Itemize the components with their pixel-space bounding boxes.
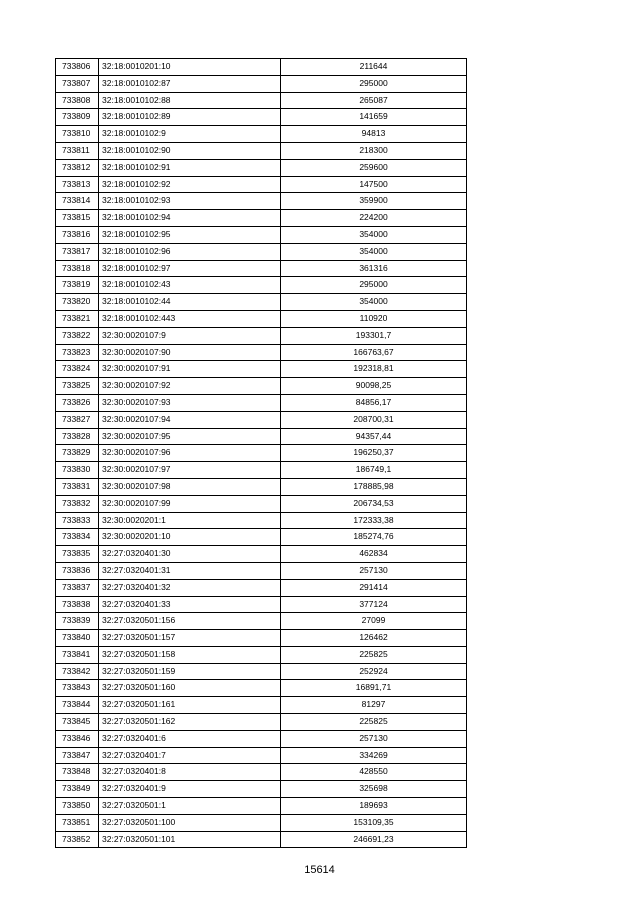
cadastral-number-cell: 32:18:0010102:91 bbox=[99, 159, 281, 176]
value-cell: 193301,7 bbox=[281, 327, 467, 344]
value-cell: 208700,31 bbox=[281, 411, 467, 428]
row-number-cell: 733843 bbox=[56, 680, 99, 697]
value-cell: 141659 bbox=[281, 109, 467, 126]
cadastral-number-cell: 32:27:0320501:159 bbox=[99, 663, 281, 680]
table-row bbox=[56, 730, 467, 747]
registry-table-body bbox=[56, 59, 467, 848]
value-cell: 377124 bbox=[281, 596, 467, 613]
table-row bbox=[56, 327, 467, 344]
table-row bbox=[56, 579, 467, 596]
row-number-cell: 733817 bbox=[56, 243, 99, 260]
value-cell: 178885,98 bbox=[281, 478, 467, 495]
cadastral-number-cell: 32:30:0020201:1 bbox=[99, 512, 281, 529]
value-cell: 291414 bbox=[281, 579, 467, 596]
row-number-cell: 733832 bbox=[56, 495, 99, 512]
cadastral-number-cell: 32:18:0010102:89 bbox=[99, 109, 281, 126]
row-number-cell: 733820 bbox=[56, 294, 99, 311]
cadastral-number-cell: 32:18:0010102:95 bbox=[99, 226, 281, 243]
row-number-cell: 733815 bbox=[56, 210, 99, 227]
value-cell: 295000 bbox=[281, 75, 467, 92]
page-number: 15614 bbox=[304, 864, 335, 876]
row-number-cell: 733841 bbox=[56, 646, 99, 663]
cadastral-number-cell: 32:30:0020107:97 bbox=[99, 462, 281, 479]
cadastral-number-cell: 32:27:0320501:162 bbox=[99, 714, 281, 731]
cadastral-number-cell: 32:18:0010102:90 bbox=[99, 142, 281, 159]
registry-table bbox=[55, 58, 467, 848]
table-row bbox=[56, 394, 467, 411]
cadastral-number-cell: 32:27:0320401:31 bbox=[99, 562, 281, 579]
table-row bbox=[56, 378, 467, 395]
row-number-cell: 733823 bbox=[56, 344, 99, 361]
cadastral-number-cell: 32:18:0010102:44 bbox=[99, 294, 281, 311]
row-number-cell: 733838 bbox=[56, 596, 99, 613]
row-number-cell: 733821 bbox=[56, 310, 99, 327]
row-number-cell: 733839 bbox=[56, 613, 99, 630]
value-cell: 186749,1 bbox=[281, 462, 467, 479]
cadastral-number-cell: 32:30:0020107:98 bbox=[99, 478, 281, 495]
value-cell: 225825 bbox=[281, 714, 467, 731]
cadastral-number-cell: 32:27:0320501:158 bbox=[99, 646, 281, 663]
row-number-cell: 733830 bbox=[56, 462, 99, 479]
value-cell: 246691,23 bbox=[281, 831, 467, 848]
cadastral-number-cell: 32:30:0020107:95 bbox=[99, 428, 281, 445]
cadastral-number-cell: 32:18:0010102:94 bbox=[99, 210, 281, 227]
value-cell: 147500 bbox=[281, 176, 467, 193]
row-number-cell: 733842 bbox=[56, 663, 99, 680]
table-row bbox=[56, 781, 467, 798]
value-cell: 84856,17 bbox=[281, 394, 467, 411]
table-row bbox=[56, 243, 467, 260]
row-number-cell: 733846 bbox=[56, 730, 99, 747]
cadastral-number-cell: 32:18:0010201:10 bbox=[99, 59, 281, 76]
table-row bbox=[56, 193, 467, 210]
cadastral-number-cell: 32:27:0320401:32 bbox=[99, 579, 281, 596]
cadastral-number-cell: 32:18:0010102:97 bbox=[99, 260, 281, 277]
cadastral-number-cell: 32:27:0320501:101 bbox=[99, 831, 281, 848]
value-cell: 166763,67 bbox=[281, 344, 467, 361]
cadastral-number-cell: 32:27:0320401:9 bbox=[99, 781, 281, 798]
row-number-cell: 733829 bbox=[56, 445, 99, 462]
table-row bbox=[56, 714, 467, 731]
cadastral-number-cell: 32:27:0320501:161 bbox=[99, 697, 281, 714]
cadastral-number-cell: 32:18:0010102:87 bbox=[99, 75, 281, 92]
table-row bbox=[56, 109, 467, 126]
value-cell: 354000 bbox=[281, 294, 467, 311]
table-row bbox=[56, 697, 467, 714]
row-number-cell: 733848 bbox=[56, 764, 99, 781]
row-number-cell: 733834 bbox=[56, 529, 99, 546]
table-row bbox=[56, 764, 467, 781]
row-number-cell: 733849 bbox=[56, 781, 99, 798]
row-number-cell: 733850 bbox=[56, 798, 99, 815]
row-number-cell: 733814 bbox=[56, 193, 99, 210]
cadastral-number-cell: 32:27:0320501:156 bbox=[99, 613, 281, 630]
cadastral-number-cell: 32:27:0320401:30 bbox=[99, 546, 281, 563]
row-number-cell: 733833 bbox=[56, 512, 99, 529]
row-number-cell: 733806 bbox=[56, 59, 99, 76]
table-row bbox=[56, 596, 467, 613]
table-row bbox=[56, 142, 467, 159]
row-number-cell: 733840 bbox=[56, 630, 99, 647]
row-number-cell: 733810 bbox=[56, 126, 99, 143]
table-row bbox=[56, 546, 467, 563]
value-cell: 257130 bbox=[281, 730, 467, 747]
row-number-cell: 733819 bbox=[56, 277, 99, 294]
table-row bbox=[56, 344, 467, 361]
row-number-cell: 733831 bbox=[56, 478, 99, 495]
row-number-cell: 733818 bbox=[56, 260, 99, 277]
table-row bbox=[56, 512, 467, 529]
row-number-cell: 733812 bbox=[56, 159, 99, 176]
row-number-cell: 733807 bbox=[56, 75, 99, 92]
row-number-cell: 733836 bbox=[56, 562, 99, 579]
value-cell: 259600 bbox=[281, 159, 467, 176]
cadastral-number-cell: 32:18:0010102:43 bbox=[99, 277, 281, 294]
table-row bbox=[56, 798, 467, 815]
row-number-cell: 733808 bbox=[56, 92, 99, 109]
cadastral-number-cell: 32:30:0020107:92 bbox=[99, 378, 281, 395]
value-cell: 295000 bbox=[281, 277, 467, 294]
cadastral-number-cell: 32:30:0020107:90 bbox=[99, 344, 281, 361]
value-cell: 361316 bbox=[281, 260, 467, 277]
value-cell: 224200 bbox=[281, 210, 467, 227]
row-number-cell: 733816 bbox=[56, 226, 99, 243]
table-row bbox=[56, 176, 467, 193]
table-row bbox=[56, 260, 467, 277]
row-number-cell: 733851 bbox=[56, 814, 99, 831]
value-cell: 81297 bbox=[281, 697, 467, 714]
cadastral-number-cell: 32:18:0010102:92 bbox=[99, 176, 281, 193]
cadastral-number-cell: 32:27:0320401:33 bbox=[99, 596, 281, 613]
value-cell: 428550 bbox=[281, 764, 467, 781]
table-row bbox=[56, 310, 467, 327]
value-cell: 206734,53 bbox=[281, 495, 467, 512]
table-row bbox=[56, 495, 467, 512]
cadastral-number-cell: 32:30:0020107:96 bbox=[99, 445, 281, 462]
cadastral-number-cell: 32:27:0320501:1 bbox=[99, 798, 281, 815]
table-row bbox=[56, 210, 467, 227]
cadastral-number-cell: 32:27:0320501:100 bbox=[99, 814, 281, 831]
value-cell: 185274,76 bbox=[281, 529, 467, 546]
table-row bbox=[56, 747, 467, 764]
cadastral-number-cell: 32:30:0020107:99 bbox=[99, 495, 281, 512]
cadastral-number-cell: 32:18:0010102:93 bbox=[99, 193, 281, 210]
cadastral-number-cell: 32:27:0320501:160 bbox=[99, 680, 281, 697]
row-number-cell: 733845 bbox=[56, 714, 99, 731]
cadastral-number-cell: 32:18:0010102:88 bbox=[99, 92, 281, 109]
value-cell: 225825 bbox=[281, 646, 467, 663]
row-number-cell: 733837 bbox=[56, 579, 99, 596]
cadastral-number-cell: 32:27:0320401:7 bbox=[99, 747, 281, 764]
value-cell: 359900 bbox=[281, 193, 467, 210]
table-row bbox=[56, 428, 467, 445]
table-row bbox=[56, 680, 467, 697]
row-number-cell: 733835 bbox=[56, 546, 99, 563]
table-row bbox=[56, 126, 467, 143]
row-number-cell: 733813 bbox=[56, 176, 99, 193]
table-row bbox=[56, 226, 467, 243]
value-cell: 252924 bbox=[281, 663, 467, 680]
table-row bbox=[56, 663, 467, 680]
table-row bbox=[56, 411, 467, 428]
row-number-cell: 733852 bbox=[56, 831, 99, 848]
row-number-cell: 733825 bbox=[56, 378, 99, 395]
value-cell: 265087 bbox=[281, 92, 467, 109]
value-cell: 354000 bbox=[281, 243, 467, 260]
table-row bbox=[56, 294, 467, 311]
value-cell: 94357,44 bbox=[281, 428, 467, 445]
table-row bbox=[56, 613, 467, 630]
value-cell: 325698 bbox=[281, 781, 467, 798]
value-cell: 257130 bbox=[281, 562, 467, 579]
table-row bbox=[56, 646, 467, 663]
table-row bbox=[56, 814, 467, 831]
value-cell: 172333,38 bbox=[281, 512, 467, 529]
row-number-cell: 733822 bbox=[56, 327, 99, 344]
table-row bbox=[56, 361, 467, 378]
value-cell: 462834 bbox=[281, 546, 467, 563]
table-row bbox=[56, 562, 467, 579]
table-row bbox=[56, 75, 467, 92]
row-number-cell: 733847 bbox=[56, 747, 99, 764]
table-row bbox=[56, 478, 467, 495]
table-row bbox=[56, 159, 467, 176]
value-cell: 90098,25 bbox=[281, 378, 467, 395]
cadastral-number-cell: 32:27:0320501:157 bbox=[99, 630, 281, 647]
row-number-cell: 733824 bbox=[56, 361, 99, 378]
cadastral-number-cell: 32:30:0020107:9 bbox=[99, 327, 281, 344]
cadastral-number-cell: 32:27:0320401:8 bbox=[99, 764, 281, 781]
cadastral-number-cell: 32:30:0020107:91 bbox=[99, 361, 281, 378]
value-cell: 211644 bbox=[281, 59, 467, 76]
value-cell: 126462 bbox=[281, 630, 467, 647]
value-cell: 354000 bbox=[281, 226, 467, 243]
value-cell: 27099 bbox=[281, 613, 467, 630]
table-row bbox=[56, 445, 467, 462]
table-row bbox=[56, 92, 467, 109]
row-number-cell: 733844 bbox=[56, 697, 99, 714]
row-number-cell: 733828 bbox=[56, 428, 99, 445]
row-number-cell: 733827 bbox=[56, 411, 99, 428]
table-row bbox=[56, 462, 467, 479]
cadastral-number-cell: 32:30:0020201:10 bbox=[99, 529, 281, 546]
cadastral-number-cell: 32:30:0020107:94 bbox=[99, 411, 281, 428]
value-cell: 16891,71 bbox=[281, 680, 467, 697]
table-row bbox=[56, 529, 467, 546]
cadastral-number-cell: 32:27:0320401:6 bbox=[99, 730, 281, 747]
table-row bbox=[56, 59, 467, 76]
value-cell: 334269 bbox=[281, 747, 467, 764]
row-number-cell: 733809 bbox=[56, 109, 99, 126]
table-row bbox=[56, 630, 467, 647]
table-row bbox=[56, 831, 467, 848]
value-cell: 192318,81 bbox=[281, 361, 467, 378]
cadastral-number-cell: 32:30:0020107:93 bbox=[99, 394, 281, 411]
value-cell: 110920 bbox=[281, 310, 467, 327]
value-cell: 94813 bbox=[281, 126, 467, 143]
value-cell: 218300 bbox=[281, 142, 467, 159]
table-row bbox=[56, 277, 467, 294]
cadastral-number-cell: 32:18:0010102:443 bbox=[99, 310, 281, 327]
row-number-cell: 733826 bbox=[56, 394, 99, 411]
value-cell: 153109,35 bbox=[281, 814, 467, 831]
row-number-cell: 733811 bbox=[56, 142, 99, 159]
value-cell: 196250,37 bbox=[281, 445, 467, 462]
value-cell: 189693 bbox=[281, 798, 467, 815]
cadastral-number-cell: 32:18:0010102:96 bbox=[99, 243, 281, 260]
cadastral-number-cell: 32:18:0010102:9 bbox=[99, 126, 281, 143]
